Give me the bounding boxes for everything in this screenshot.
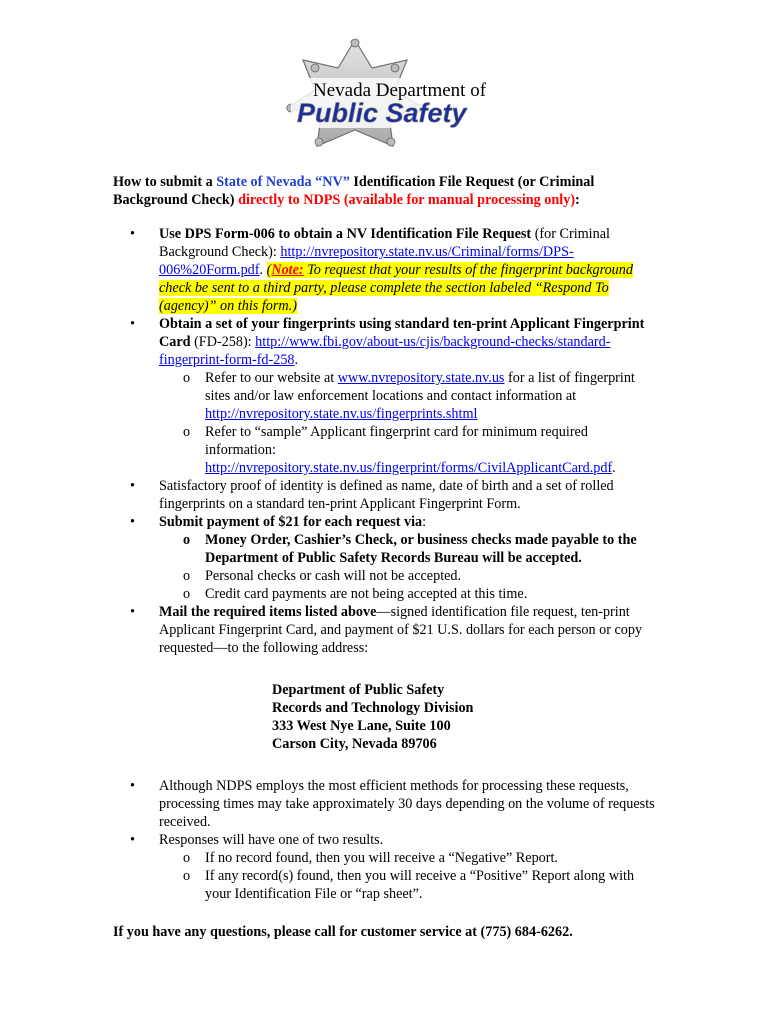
list-item-form006	[113, 225, 658, 315]
repository-link[interactable]: www.nvrepository.state.nv.us	[337, 370, 505, 386]
list-item-processing: • Although NDPS employs the most efficient methods for processing these requests, processing times may take approximately 30 days depending on the volume of requests received.	[113, 777, 658, 831]
sample-card-text: Refer to “sample” Applicant fingerprint card for minimum required information:	[205, 424, 588, 458]
mail-title: Mail the required items listed above	[159, 604, 377, 620]
document-body	[113, 173, 658, 955]
heading-state: State of Nevada “NV”	[216, 174, 350, 190]
heading-direct: directly to NDPS (available for manual processing only)	[238, 192, 576, 208]
list-item-payment	[113, 513, 658, 603]
list-item-sample-card	[159, 423, 658, 477]
heading-text: How to submit a	[113, 174, 217, 190]
list-item-negative: o If no record found, then you will receive a “Negative” Report.	[159, 849, 658, 867]
list-item-identity: • Satisfactory proof of identity is defined as name, date of birth and a set of rolled fingerprints on a standard ten-print Applicant Fingerprint Form.	[113, 477, 658, 513]
list-item-credit-card: o Credit card payments are not being accepted at this time.	[159, 585, 658, 603]
list-item-responses	[113, 831, 658, 903]
note-open: (	[266, 262, 272, 278]
logo-line1: Nevada Department of	[313, 80, 487, 101]
mail-text: —signed identification file request, ten-print Applicant Fingerprint Card, and payment of $21 U.S. dollars for each person or copy requested—to the following address:	[159, 604, 643, 656]
fbi-link[interactable]: http://www.fbi.gov/about-us/cjis/background-checks/standard-fingerprint-form-fd-258	[159, 334, 611, 368]
heading-colon: :	[575, 192, 580, 208]
fingerprints-title: Obtain a set of your fingerprints using standard ten-print Applicant Fingerprint Card	[159, 316, 645, 350]
address-line: Department of Public Safety	[272, 682, 445, 698]
sample-card-link[interactable]: http://nvrepository.state.nv.us/fingerprint/forms/CivilApplicantCard.pdf	[205, 460, 613, 476]
contact-footer: If you have any questions, please call for customer service at (775) 684-6262.	[113, 924, 573, 940]
processing-list	[113, 777, 658, 903]
responses-sublist	[159, 849, 658, 903]
fingerprints-text: (FD-258):	[190, 334, 256, 350]
list-item-mail	[113, 603, 658, 657]
payment-sublist	[159, 531, 658, 603]
address-line: Records and Technology Division	[272, 700, 474, 716]
logo-line2: Public Safety	[297, 98, 467, 128]
form006-text: (for Criminal Background Check):	[159, 226, 610, 260]
form006-link[interactable]: http://nvrepository.state.nv.us/Criminal/forms/DPS-006%20Form.pdf	[159, 244, 574, 278]
note-text: To request that your results of the fingerprint background check be sent to a third party, please complete the section labeled “Respond To (agency)” on this form.)	[159, 262, 633, 314]
responses-text: Responses will have one of two results.	[159, 832, 384, 848]
list-item-fingerprints	[113, 315, 658, 477]
list-item-personal-checks: o Personal checks or cash will not be accepted.	[159, 567, 658, 585]
list-item-money-order: o Money Order, Cashier’s Check, or business checks made payable to the Department of Public Safety Records Bureau will be accepted.	[159, 531, 658, 567]
website-text-2: for a list of fingerprint sites and/or law enforcement locations and contact information at	[205, 370, 635, 404]
page-heading	[113, 173, 658, 209]
list-item-website	[159, 369, 658, 423]
sample-card-dot: .	[612, 460, 616, 476]
form006-dot: .	[259, 262, 267, 278]
nv-dps-logo	[255, 38, 525, 148]
instructions-list	[113, 225, 658, 657]
fingerprints-dot: .	[294, 352, 299, 368]
payment-title: Submit payment of $21 for each request via	[159, 514, 423, 530]
mailing-address	[272, 681, 658, 753]
heading-text: Identification File Request (or Criminal Background Check)	[113, 174, 595, 208]
list-item-positive: o If any record(s) found, then you will receive a “Positive” Report along with your Identification File or “rap sheet”.	[159, 867, 658, 903]
note-label: Note:	[271, 262, 304, 278]
fingerprints-sublist	[159, 369, 658, 477]
payment-colon: :	[422, 514, 427, 530]
address-line: 333 West Nye Lane, Suite 100	[272, 718, 451, 734]
website-text: Refer to our website at	[205, 370, 338, 386]
form006-title: Use DPS Form-006 to obtain a NV Identification File Request	[159, 226, 532, 242]
fingerprints-page-link[interactable]: http://nvrepository.state.nv.us/fingerprints.shtml	[205, 406, 478, 422]
address-line: Carson City, Nevada 89706	[272, 736, 437, 752]
